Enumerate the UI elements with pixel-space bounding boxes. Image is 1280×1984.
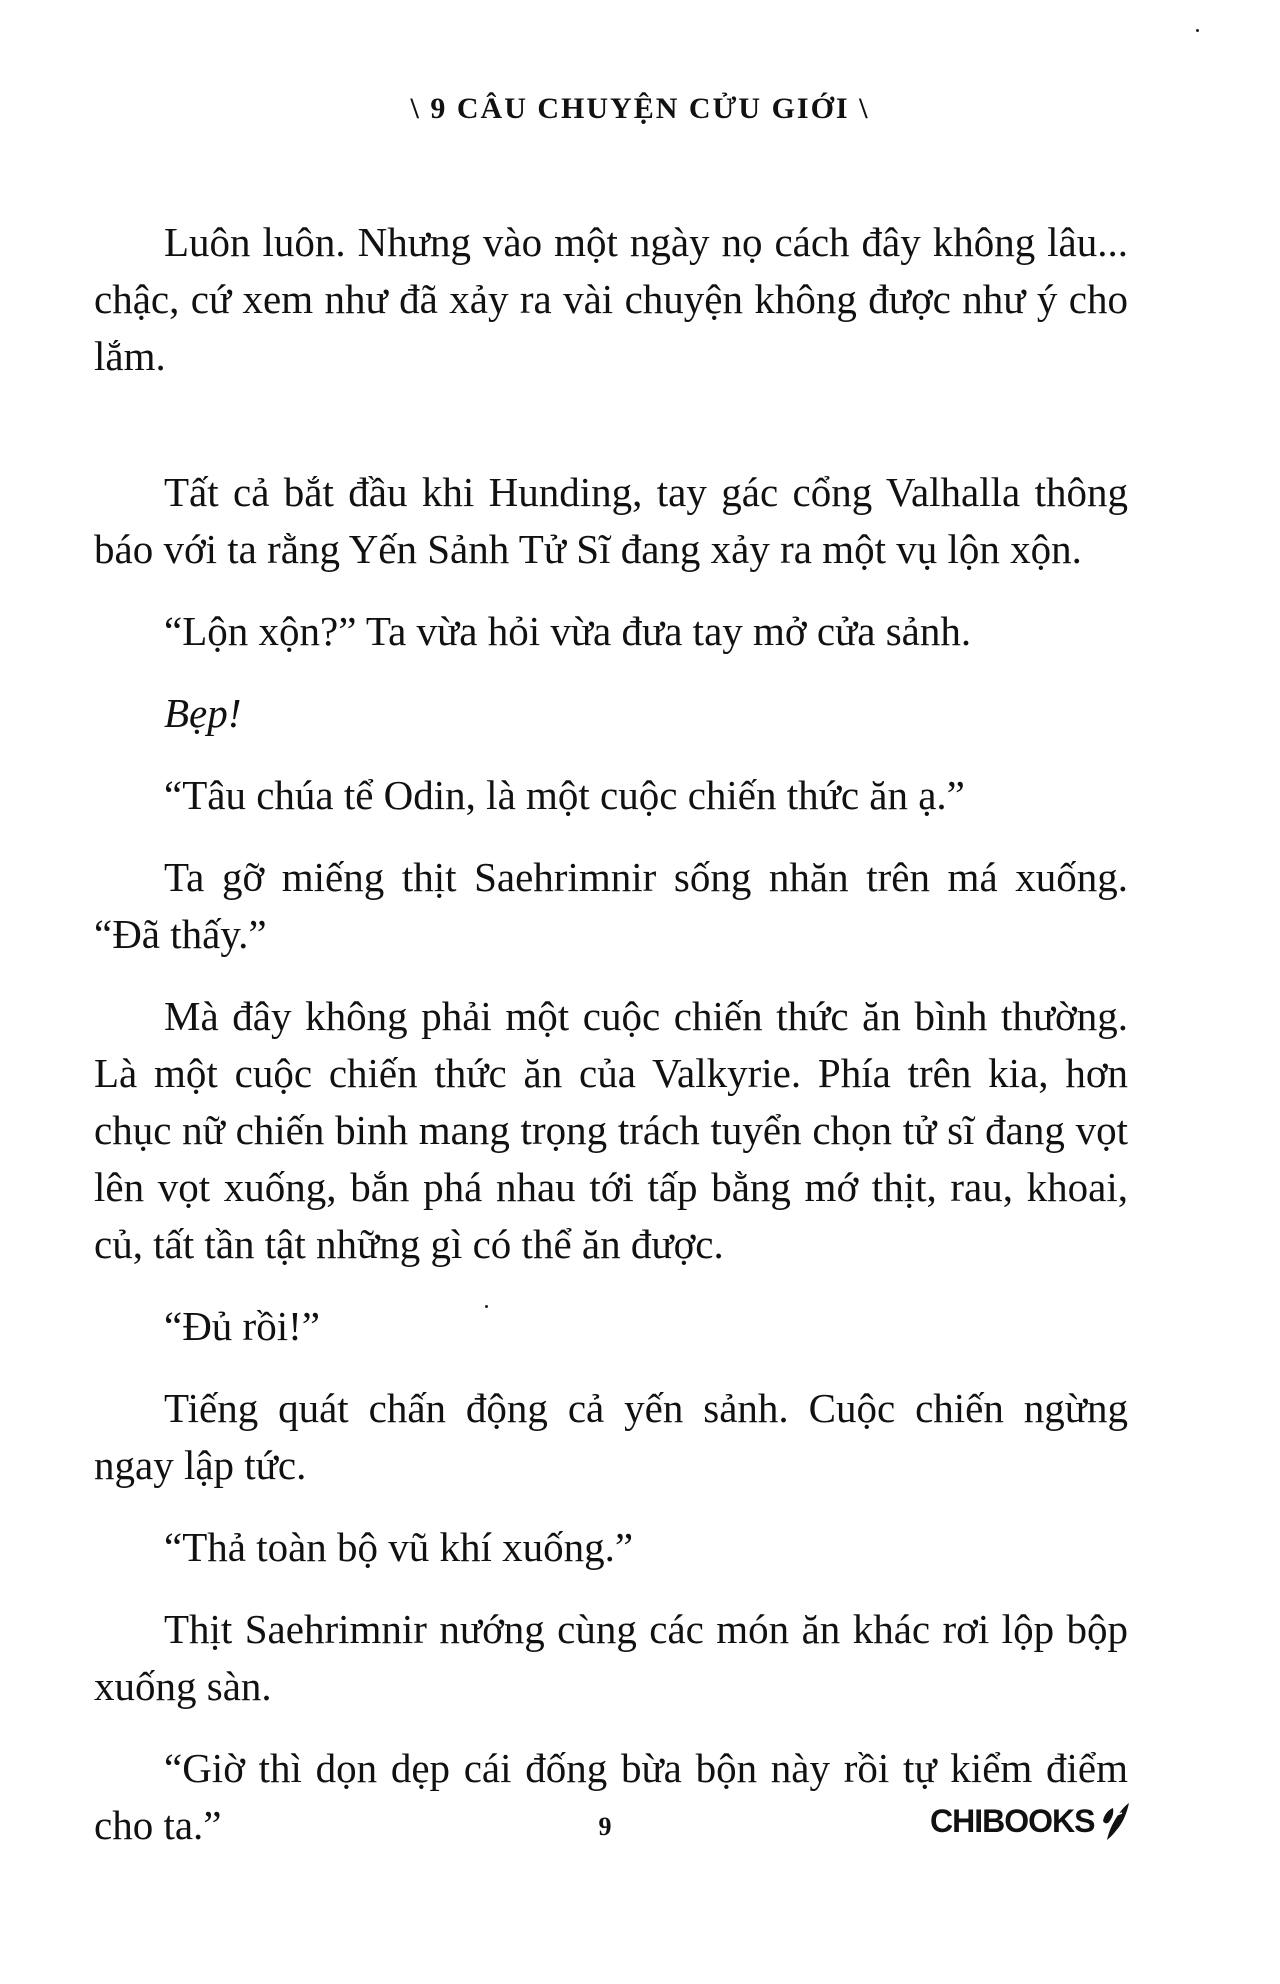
page-number: 9 <box>598 1812 612 1841</box>
paper-speck <box>485 1305 488 1308</box>
paragraph: Thịt Saehrimnir nướng cùng các món ăn khác rơi lộp bộp xuống sàn. <box>94 1606 1128 1709</box>
paragraph: “Tâu chúa tể Odin, là một cuộc chiến thức ăn ạ.” <box>164 772 965 818</box>
paragraph: “Giờ thì dọn dẹp cái đống bừa bộn này rồi tự kiểm điểm cho ta.” <box>94 1745 1128 1848</box>
paragraph: Mà đây không phải một cuộc chiến thức ăn bình thường. Là một cuộc chiến thức ăn của Valkyrie. Phía trên kia, hơn chục nữ chiến binh mang trọng trách tuyển chọn tử sĩ đang vọt lên vọt xuống, bắn phá nhau tới tấp bằng mớ thịt, rau, khoai, củ, tất tần tật những gì có thể ăn được. <box>94 993 1128 1267</box>
paragraph: Ta gỡ miếng thịt Saehrimnir sống nhăn trên má xuống. “Đã thấy.” <box>94 854 1128 957</box>
page-content <box>94 214 1128 1879</box>
sound-effect: Bẹp! <box>164 690 242 736</box>
running-header: \ 9 CÂU CHUYỆN CỬU GIỚI \ <box>410 92 870 125</box>
publisher-name: CHIBOOKS <box>930 1802 1095 1839</box>
paragraph: Luôn luôn. Nhưng vào một ngày nọ cách đây không lâu... chậc, cứ xem như đã xảy ra vài chuyện không được như ý cho lắm. <box>94 219 1128 379</box>
paragraph: “Thả toàn bộ vũ khí xuống.” <box>164 1524 634 1570</box>
section-gap <box>94 410 1128 464</box>
paragraph: Tất cả bắt đầu khi Hunding, tay gác cổng Valhalla thông báo với ta rằng Yến Sảnh Tử Sĩ đang xảy ra một vụ lộn xộn. <box>94 469 1128 572</box>
publisher-logo <box>930 1800 1132 1842</box>
paper-speck <box>1196 29 1199 32</box>
paragraph: “Lộn xộn?” Ta vừa hỏi vừa đưa tay mở cửa sảnh. <box>164 608 972 654</box>
paragraph: Tiếng quát chấn động cả yến sảnh. Cuộc chiến ngừng ngay lập tức. <box>94 1385 1128 1488</box>
paragraph: “Đủ rồi!” <box>164 1303 320 1349</box>
leaf-icon <box>1100 1800 1132 1842</box>
